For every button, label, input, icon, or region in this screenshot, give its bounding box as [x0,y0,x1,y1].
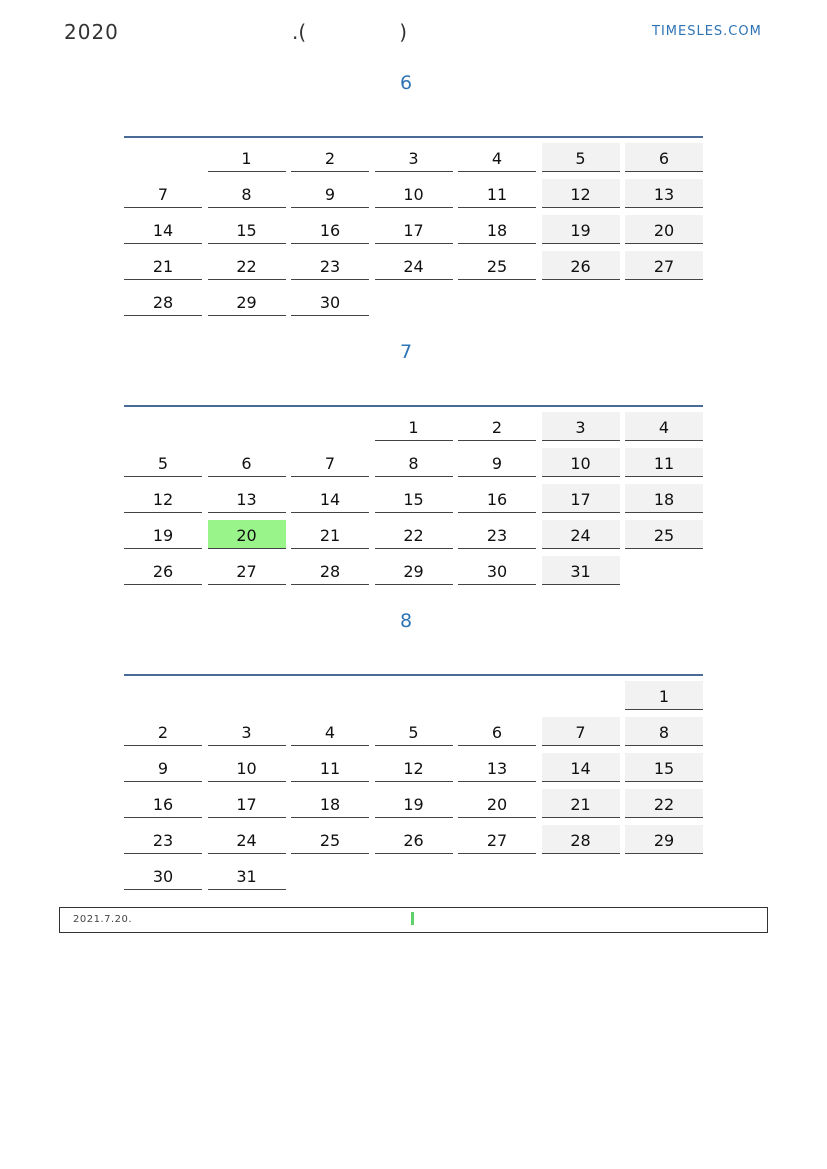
calendar-day[interactable]: 11 [625,448,703,477]
calendar-day[interactable]: 14 [124,215,202,244]
footer-marker [411,912,414,925]
calendar-day[interactable]: 15 [208,215,286,244]
calendar-day[interactable]: 4 [291,717,369,746]
calendar-day[interactable]: 20 [458,789,536,818]
calendar-day[interactable]: 8 [375,448,453,477]
calendar-day[interactable]: 3 [542,412,620,441]
header-subtitle [292,20,407,44]
calendar-day[interactable]: 19 [375,789,453,818]
calendar-day[interactable]: 15 [625,753,703,782]
month-title: 7 [399,341,413,363]
calendar-day[interactable]: 5 [375,717,453,746]
calendar-day[interactable]: 27 [625,251,703,280]
calendar-day[interactable]: 1 [208,143,286,172]
calendar-day[interactable]: 28 [124,287,202,316]
calendar-day[interactable]: 28 [291,556,369,585]
calendar-day[interactable]: 11 [291,753,369,782]
calendar-day[interactable]: 10 [542,448,620,477]
calendar-day[interactable]: 7 [124,179,202,208]
calendar-day[interactable]: 26 [124,556,202,585]
calendar-day[interactable]: 10 [375,179,453,208]
calendar-day[interactable]: 27 [208,556,286,585]
calendar-day[interactable]: 13 [208,484,286,513]
calendar-day[interactable]: 30 [124,861,202,890]
calendar-day[interactable]: 21 [291,520,369,549]
calendar-day[interactable]: 6 [458,717,536,746]
calendar-day[interactable]: 29 [625,825,703,854]
calendar-day[interactable]: 25 [625,520,703,549]
calendar-day[interactable]: 26 [542,251,620,280]
calendar-day[interactable]: 14 [291,484,369,513]
calendar-day[interactable]: 19 [124,520,202,549]
calendar-day[interactable]: 12 [124,484,202,513]
calendar-day[interactable]: 1 [625,681,703,710]
calendar-day[interactable]: 9 [291,179,369,208]
footer-bar [59,907,768,933]
calendar-day[interactable]: 6 [208,448,286,477]
calendar-day[interactable]: 17 [208,789,286,818]
header-year: 2020 [64,20,119,44]
header-dot: . [292,20,299,44]
calendar-day[interactable]: 15 [375,484,453,513]
calendar-day[interactable]: 28 [542,825,620,854]
calendar-day[interactable]: 24 [208,825,286,854]
calendar-day[interactable]: 8 [625,717,703,746]
calendar-day[interactable]: 22 [625,789,703,818]
calendar-day[interactable]: 12 [375,753,453,782]
calendar-day-highlighted[interactable]: 20 [208,520,286,549]
calendar-day[interactable]: 22 [208,251,286,280]
calendar-day[interactable]: 9 [458,448,536,477]
calendar-day[interactable]: 20 [625,215,703,244]
header-paren-close: ) [399,20,407,44]
calendar-day[interactable]: 24 [375,251,453,280]
calendar-day[interactable]: 17 [375,215,453,244]
month-title: 6 [399,72,413,94]
calendar-day[interactable]: 29 [375,556,453,585]
calendar-day[interactable]: 19 [542,215,620,244]
calendar-day[interactable]: 4 [458,143,536,172]
calendar-day[interactable]: 11 [458,179,536,208]
calendar-day[interactable]: 2 [458,412,536,441]
calendar-day[interactable]: 18 [291,789,369,818]
calendar-day[interactable]: 2 [124,717,202,746]
calendar-day[interactable]: 3 [375,143,453,172]
calendar-day[interactable]: 23 [291,251,369,280]
calendar-day[interactable]: 30 [291,287,369,316]
calendar-day[interactable]: 27 [458,825,536,854]
calendar-day[interactable]: 16 [291,215,369,244]
calendar-day[interactable]: 18 [625,484,703,513]
calendar-day[interactable]: 31 [542,556,620,585]
calendar-day[interactable]: 29 [208,287,286,316]
calendar-day[interactable]: 5 [542,143,620,172]
calendar-day[interactable]: 4 [625,412,703,441]
calendar-day[interactable]: 13 [625,179,703,208]
calendar-day[interactable]: 7 [291,448,369,477]
calendar-day[interactable]: 8 [208,179,286,208]
calendar-day[interactable]: 26 [375,825,453,854]
calendar-day[interactable]: 21 [542,789,620,818]
calendar-day[interactable]: 18 [458,215,536,244]
calendar-day[interactable]: 1 [375,412,453,441]
calendar-day[interactable]: 23 [124,825,202,854]
calendar-day[interactable]: 14 [542,753,620,782]
calendar-day[interactable]: 23 [458,520,536,549]
calendar-day[interactable]: 9 [124,753,202,782]
calendar-day[interactable]: 5 [124,448,202,477]
calendar-day[interactable]: 16 [124,789,202,818]
calendar-day[interactable]: 12 [542,179,620,208]
calendar-top-rule [124,674,703,676]
calendar-day[interactable]: 17 [542,484,620,513]
calendar-day[interactable]: 13 [458,753,536,782]
calendar-top-rule [124,136,703,138]
footer-date: 2021.7.20. [73,914,133,925]
site-link[interactable]: TIMESLES.COM [652,24,762,39]
calendar-day[interactable]: 31 [208,861,286,890]
calendar-day[interactable]: 30 [458,556,536,585]
month-title: 8 [399,610,413,632]
calendar-day[interactable]: 25 [458,251,536,280]
calendar-day[interactable]: 24 [542,520,620,549]
calendar-day[interactable]: 3 [208,717,286,746]
calendar-day[interactable]: 2 [291,143,369,172]
calendar-day[interactable]: 10 [208,753,286,782]
header-paren-open: ( [298,20,307,44]
calendar-day[interactable]: 6 [625,143,703,172]
calendar-day[interactable]: 25 [291,825,369,854]
calendar-day[interactable]: 22 [375,520,453,549]
calendar-day[interactable]: 21 [124,251,202,280]
calendar-day[interactable]: 7 [542,717,620,746]
calendar-top-rule [124,405,703,407]
calendar-day[interactable]: 16 [458,484,536,513]
